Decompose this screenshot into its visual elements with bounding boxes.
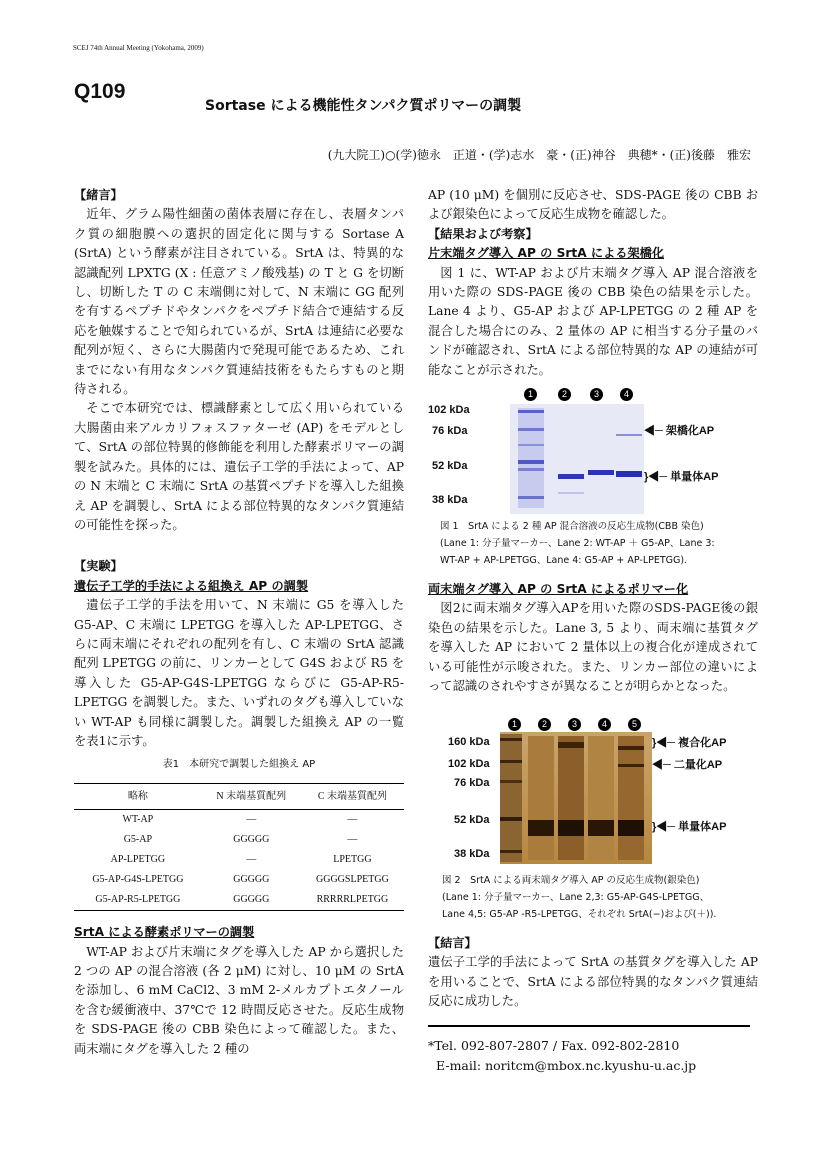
- author-list: (九大院工)○(学)徳永 正道・(学)志水 豪・(正)神谷 典穂*・(正)後藤 雅宏: [327, 148, 751, 162]
- lane-number: 5: [628, 718, 641, 731]
- marker-label: 102 kDa: [428, 404, 470, 416]
- table-row: [74, 850, 404, 870]
- table-header: N 末端基質配列: [202, 783, 301, 809]
- dimer-ap-label: [652, 756, 722, 772]
- table-cell: G5-AP-R5-LPETGG: [74, 890, 202, 911]
- conclusion-heading: 【結言】: [428, 936, 477, 950]
- right-column: [428, 186, 758, 380]
- table-header: C 末端基質配列: [301, 783, 404, 809]
- marker-label: 38 kDa: [454, 848, 490, 860]
- lane-number: 3: [590, 388, 603, 401]
- figure2: [428, 716, 758, 931]
- left-arrow-icon: ◀─: [644, 425, 666, 437]
- monomer-ap-text: 単量体AP: [678, 821, 727, 833]
- dimer-ap-text: 二量化AP: [673, 759, 723, 771]
- bracket-arrow-icon: }◀─: [652, 737, 679, 749]
- marker-label: 52 kDa: [432, 460, 468, 472]
- lane-number: 4: [620, 388, 633, 401]
- table1-caption: 表1 本研究で調製した組換え AP: [162, 759, 316, 771]
- table-cell: RRRRRLPETGG: [301, 890, 404, 911]
- intro-paragraph-1: 近年、グラム陽性細菌の菌体表層に存在し、表層タンパク質の細胞膜への選択的固定化に関与する Sortase A (SrtA) という酵素が注目されている。SrtA は、特異的な認識配列 LPXTG (X : 任意アミノ酸残基) の T と G を切断し、切断した T の C 末端側に対して、N 末端に GG 配列を有するペプチドやタンパクをペプチド結合で連結する反応を触媒することで知られているが、SrtA は連結に必要な配列が短く、さらに大腸菌内で発現可能であるため、これまでにない有用なタンパク質連結技術をもたらすものと期待される。: [74, 207, 404, 397]
- right-column-lower: [428, 580, 758, 696]
- complex-ap-label: [652, 734, 726, 750]
- contact-email: E-mail: noritcm@mbox.nc.kyushu-u.ac.jp: [436, 1058, 697, 1073]
- marker-label: 76 kDa: [432, 425, 468, 437]
- table-cell: GGGGG: [233, 834, 270, 846]
- lane-number: 2: [558, 388, 571, 401]
- figure1-caption: [440, 518, 760, 569]
- experiment-subheading-1: 遺伝子工学的手法による組換え AP の調製: [74, 578, 309, 593]
- table-cell: AP-LPETGG: [110, 854, 166, 866]
- experiment-heading: 【実験】: [74, 559, 123, 574]
- footnote-divider: [428, 1025, 750, 1027]
- table-cell: GGGGSLPETGG: [316, 874, 389, 886]
- conclusion-block: [428, 934, 758, 1012]
- table-header: 略称: [74, 783, 202, 809]
- table-cell: —: [246, 814, 257, 826]
- results-paragraph-2: 図2に両末端タグ導入APを用いた際のSDS-PAGE後の銀染色の結果を示した。Lane 3, 5 より、両末端に基質タグを導入した AP において 2 量体以上の複合化が達成されている可能性が示唆された。また、リンカー部位の違いによって認識のされやすさが異なることが明らかとなった。: [428, 601, 758, 694]
- table-cell: —: [347, 814, 358, 826]
- figure2-caption-line: (Lane 1: 分子量マーカー、Lane 2,3: G5-AP-G4S-LPETGG、: [442, 892, 710, 903]
- lane-number: 3: [568, 718, 581, 731]
- results-heading: 【結果および考察】: [428, 226, 538, 241]
- experiment-paragraph-1: 遺伝子工学的手法を用いて、N 末端に G5 を導入した G5-AP、C 末端に LPETGG を導入した AP-LPETGG、さらに両末端にそれぞれの配列を有し、C 末端の SrtA 認識配列 LPETGG の前に、リンカーとして G4S および R5 を導入した G5-AP-G4S-LPETGG ならびに G5-AP-R5-LPETGG を調製した。また、いずれのタグも導入していない WT-AP も同様に調製した。調製した組換え AP の一覧を表1に示す。: [74, 598, 404, 748]
- marker-label: 76 kDa: [454, 777, 490, 789]
- results-paragraph-1: 図 1 に、WT-AP および片末端タグ導入 AP 混合溶液を用いた際の SDS-PAGE 後の CBB 染色の結果を示した。Lane 4 より、G5-AP および AP-LPETGG の 2 種 AP を混合した場合にのみ、2 量体の AP に相当する分子量のバンドが確認され、SrtA による部位特異的な AP の連結が可能なことが示された。: [428, 265, 758, 377]
- conference-header: SCEJ 74th Annual Meeting (Yokohama, 2009): [73, 44, 204, 52]
- table-row: [74, 830, 404, 850]
- results-subheading-2: 両末端タグ導入 AP の SrtA によるポリマー化: [428, 582, 689, 596]
- lane-number: 2: [538, 718, 551, 731]
- table-cell: GGGGG: [202, 890, 301, 911]
- figure2-caption-line: 図 2 SrtA による両末端タグ導入 AP の反応生成物(銀染色): [442, 875, 700, 886]
- paper-title: Sortase による機能性タンパク質ポリマーの調製: [205, 98, 522, 114]
- marker-label: 52 kDa: [454, 814, 490, 826]
- conclusion-paragraph: 遺伝子工学的手法によって SrtA の基質タグを導入した AP を用いることで、SrtA による部位特異的なタンパク質連結反応に成功した。: [428, 955, 758, 1009]
- figure2-caption-line: Lane 4,5: G5-AP -R5-LPETGG、それぞれ SrtA(−)および(＋)).: [442, 909, 717, 920]
- table-cell: GGGGG: [233, 874, 270, 886]
- table-cell: G5-AP: [123, 834, 153, 846]
- experiment-paragraph-2: WT-AP および片末端にタグを導入した AP から選択した 2 つの AP の混合溶液 (各 2 μM) に対し、10 μM の SrtA を添加し、6 mM CaCl2、3 mM 2-メルカプトエタノールを含む緩衝液中、37℃で 12 時間反応させた。反応生成物を SDS-PAGE 後の CBB 染色によって確認した。また、両末端にタグを導入した 2 種の: [74, 944, 404, 1056]
- monomer-ap-label: [644, 468, 718, 484]
- table-row: [74, 870, 404, 890]
- marker-label: 102 kDa: [448, 758, 490, 770]
- left-column: [74, 186, 404, 1059]
- bracket-arrow-icon: }◀─: [652, 821, 679, 833]
- intro-heading: 【緒言】: [74, 188, 123, 202]
- cbb-gel-image: [510, 404, 644, 514]
- bracket-arrow-icon: }◀─: [644, 471, 671, 483]
- figure2-caption: [442, 872, 758, 923]
- marker-label: 38 kDa: [432, 494, 468, 506]
- lane-number: 1: [524, 388, 537, 401]
- table-cell: —: [246, 854, 257, 866]
- figure1-caption-line: WT-AP + AP-LPETGG、Lane 4: G5-AP + AP-LPETGG).: [440, 555, 688, 566]
- table1: [74, 783, 404, 911]
- crosslinked-ap-label: [644, 422, 714, 438]
- experiment-subheading-2: SrtA による酵素ポリマーの調製: [74, 925, 255, 940]
- intro-paragraph-2: そこで本研究では、標識酵素として広く用いられている大腸菌由来アルカリフォスファターゼ (AP) をモデルとして、SrtA の部位特異的修飾能を利用した酵素ポリマーの調製を試みた。具体的には、遺伝子工学的手法によって、AP の N 末端と C 末端に SrtA の基質ペプチドを導入した組換え AP を調製し、SrtA による部位特異的なタンパク質連結の可能性を探った。: [74, 401, 404, 532]
- paper-id: Q109: [74, 80, 126, 103]
- monomer-ap-text: 単量体AP: [670, 471, 719, 483]
- complex-ap-text: 複合化AP: [678, 737, 727, 749]
- experiment-paragraph-2-continued: AP (10 μM) を個別に反応させ、SDS-PAGE 後の CBB および銀染色によって反応生成物を確認した。: [428, 188, 758, 222]
- left-arrow-icon: ◀─: [652, 759, 674, 771]
- figure1-caption-line: (Lane 1: 分子量マーカー、Lane 2: WT-AP ＋ G5-AP、Lane 3:: [440, 538, 715, 549]
- lane-number: 1: [508, 718, 521, 731]
- contact-tel: *Tel. 092-807-2807 / Fax. 092-802-2810: [428, 1038, 680, 1053]
- marker-label: 160 kDa: [448, 736, 490, 748]
- figure1-caption-line: 図 1 SrtA による 2 種 AP 混合溶液の反応生成物(CBB 染色): [440, 521, 704, 532]
- results-subheading-1: 片末端タグ導入 AP の SrtA による架橋化: [428, 246, 665, 261]
- figure1: [428, 386, 758, 576]
- table-row: [74, 810, 404, 831]
- crosslinked-ap-text: 架橋化AP: [665, 425, 715, 437]
- silver-gel-image: [500, 732, 652, 864]
- table-cell: LPETGG: [333, 854, 372, 866]
- table-cell: —: [347, 834, 358, 846]
- table-row: [74, 890, 404, 911]
- table-cell: WT-AP: [122, 814, 154, 826]
- monomer-ap-label: [652, 818, 726, 834]
- table-cell: G5-AP-G4S-LPETGG: [92, 874, 184, 886]
- lane-number: 4: [598, 718, 611, 731]
